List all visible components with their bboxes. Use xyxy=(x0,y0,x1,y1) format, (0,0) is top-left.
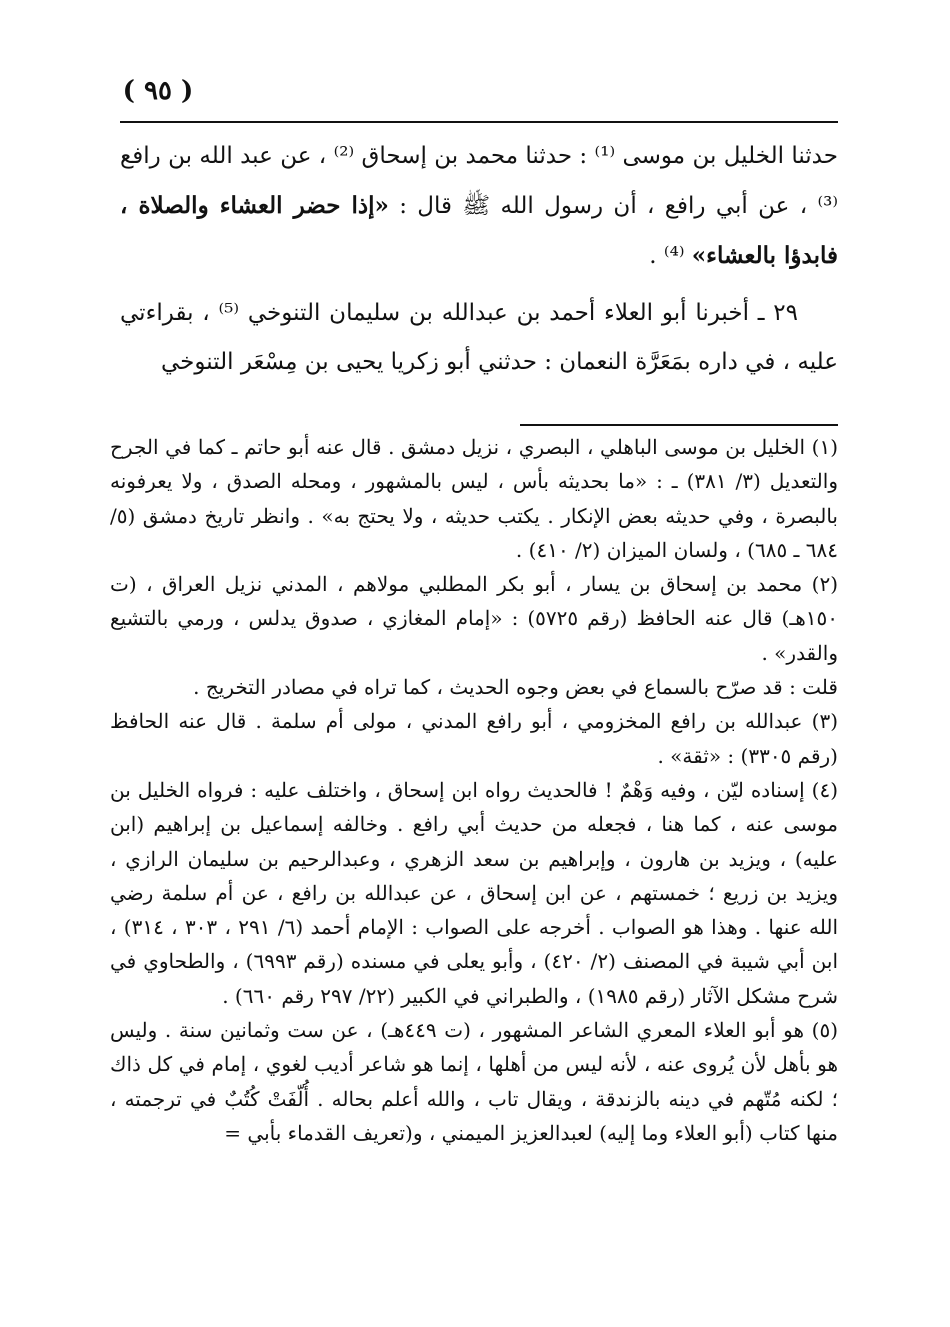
footnote-5: (٥) هو أبو العلاء المعري الشاعر المشهور ، (ت ٤٤٩هـ) ، عن ست وثمانين سنة . وليس هو بأهل لأن يُروى عنه ، لأنه ليس من أهلها ، إنما هو شاعر أديب لغوي ، إمام في كل ذاك ؛ لكنه مُتّهم في دينه بالزندقة ، ويقال تاب ، والله أعلم بحاله . أُلّفَتْ كُتُبٌ في ترجمته ، منها كتاب (أبو العلاء وما إليه) لعبدالعزيز الميمني ، و(تعريف القدماء بأبي = xyxy=(110,1018,838,1145)
page-number: ( ٩٥ ) xyxy=(122,76,194,106)
footnote-3: (٣) عبدالله بن رافع المخزومي ، أبو رافع المدني ، مولى أم سلمة . قال عنه الحافظ (رقم ٣٣٠٥) : «ثقة» . xyxy=(110,709,838,768)
header-rule xyxy=(120,121,838,123)
footnote-1: (١) الخليل بن موسى الباهلي ، البصري ، نزيل دمشق . قال عنه أبو حاتم ـ كما في الجرح والتعديل (٣/ ٣٨١) ـ : «ما بحديثه بأس ، ليس بالمشهور ، ومحله الصدق ، ولا يعرفونه بالبصرة ، وفي حديثه بعض الإنكار . يكتب حديثه ، ولا يحتج به» . وانظر تاريخ دمشق (٥/ ٦٨٤ ـ ٦٨٥) ، ولسان الميزان (٢/ ٤١٠) . xyxy=(110,435,838,562)
main-paragraph-2: ٢٩ ـ أخبرنا أبو العلاء أحمد بن عبدالله بن سليمان التنوخي ⁽⁵⁾ ، بقراءتي عليه ، في داره بمَعَرَّة النعمان : حدثني أبو زكريا يحيى بن مِسْعَر التنوخي xyxy=(120,300,838,375)
hadith-text: «إذا حضر العشاء والصلاة ، فابدؤا بالعشاء» xyxy=(120,192,838,269)
hadith-end: ⁽⁴⁾ . xyxy=(649,243,685,269)
hadith-chain: حدثنا الخليل بن موسى ⁽¹⁾ : حدثنا محمد بن إسحاق ⁽²⁾ ، عن عبد الله بن رافع ⁽³⁾ ، عن أبي رافع ، أن رسول الله ﷺ قال : xyxy=(120,143,839,219)
main-text xyxy=(120,132,838,387)
footnote-2: (٢) محمد بن إسحاق بن يسار ، أبو بكر المطلبي مولاهم ، المدني نزيل العراق ، (ت ١٥٠هـ) قال عنه الحافظ (رقم ٥٧٢٥) : «إمام المغازي ، صدوق يدلس ، ورمي بالتشيع والقدر» . xyxy=(110,572,838,665)
main-paragraph-1 xyxy=(120,132,838,281)
footnote-rule xyxy=(520,424,838,426)
footnotes xyxy=(110,430,838,1150)
footnote-2-note: قلت : قد صرّح بالسماع في بعض وجوه الحديث ، كما تراه في مصادر التخريج . xyxy=(193,675,838,700)
footnote-4: (٤) إسناده ليّن ، وفيه وَهْمٌ ! فالحديث رواه ابن إسحاق ، واختلف عليه : فرواه الخليل بن موسى عنه ، كما هنا ، فجعله من حديث أبي رافع . وخالفه إسماعيل بن إبراهيم (ابن عليه) ، ويزيد بن هارون ، وإبراهيم بن سعد الزهري ، وعبدالرحيم بن سليمان الرازي ، ويزيد بن زريع ؛ خمستهم ، عن ابن إسحاق ، عن عبدالله بن رافع ، عن أم سلمة رضي الله عنها . وهذا هو الصواب . أخرجه على الصواب : الإمام أحمد (٦/ ٢٩١ ، ٣٠٣ ، ٣١٤) ، ابن أبي شيبة في المصنف (٢/ ٤٢٠) ، وأبو يعلى في مسنده (رقم ٦٩٩٣) ، والطحاوي في شرح مشكل الآثار (رقم ١٩٨٥) ، والطبراني في الكبير (٢٢/ ٢٩٧ رقم ٦٦٠) . xyxy=(110,777,839,1008)
